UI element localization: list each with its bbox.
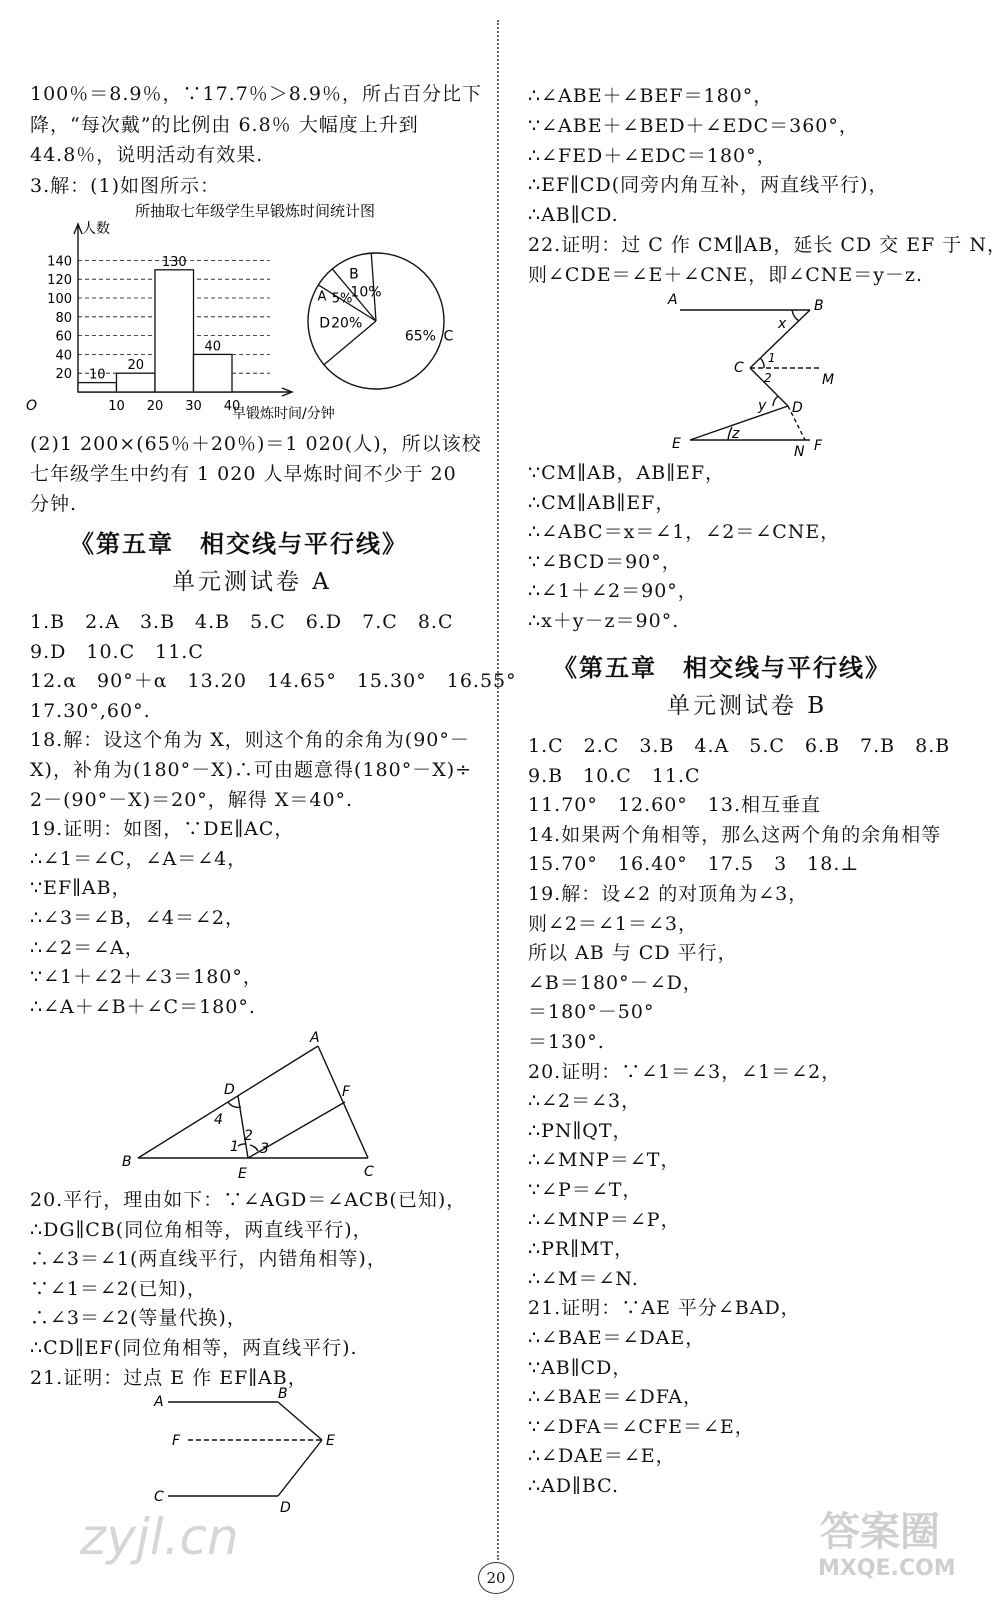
text-line: 1.B 2.A 3.B 4.B 5.C 6.D 7.C 8.C	[30, 611, 454, 633]
figure-label: D	[224, 1082, 235, 1098]
figure-label: C	[154, 1489, 164, 1505]
bar	[194, 354, 233, 392]
y-tick-label: 60	[55, 329, 72, 345]
triangle-figure-19	[110, 1030, 390, 1180]
text-line: ∵∠1＝∠2(已知)，	[30, 1277, 207, 1300]
watermark-logo: MXQE.COM	[818, 1556, 956, 1581]
text-line: ∴EF∥CD(同旁内角互补，两直线平行)，	[528, 174, 889, 197]
text-line: ∴CM∥AB∥EF，	[528, 491, 676, 514]
text-line: ∵∠BCD＝90°，	[528, 550, 682, 573]
figure-label: N	[794, 444, 805, 460]
chart-title: 所抽取七年级学生早锻炼时间统计图	[134, 202, 376, 220]
text-line: 20.证明：∵∠1＝∠3，∠1＝∠2，	[528, 1060, 842, 1083]
text-line: (2)1 200×(65％＋20％)＝1 020(人)，所以该校	[30, 433, 482, 455]
y-tick-label: 20	[55, 367, 72, 383]
text-line: 七年级学生中约有 1 020 人早炼时间不少于 20	[30, 463, 457, 485]
text-line: ∵∠ABE＋∠BED＋∠EDC＝360°，	[528, 114, 859, 137]
figure-label: A	[310, 1030, 320, 1046]
bar	[117, 373, 156, 392]
bar-value-label: 20	[127, 358, 145, 374]
text-line: ∴AD∥BC.	[528, 1475, 620, 1497]
text-line: ∴∠FED＋∠EDC＝180°，	[528, 144, 777, 167]
figure-label: C	[364, 1164, 374, 1180]
text-line: 19.证明：如图，∵DE∥AC，	[30, 818, 295, 841]
text-line: 12.α 90°＋α 13.20 14.65° 15.30° 16.55°	[30, 670, 517, 693]
text-line: ∴∠BAE＝∠DAE，	[528, 1327, 706, 1349]
figure-label: x	[778, 316, 787, 332]
text-line: 20.平行，理由如下：∵∠AGD＝∠ACB(已知)，	[30, 1189, 467, 1211]
pie-slice-label: A	[317, 289, 327, 305]
text-line: 降，“每次戴”的比例由 6.8％ 大幅度上升到	[30, 114, 419, 136]
text-line: 17.30°,60°.	[30, 699, 151, 722]
figure-label: F	[814, 438, 823, 454]
text-line: ∵∠1＋∠2＋∠3＝180°，	[30, 966, 263, 989]
x-tick-label: 30	[185, 399, 202, 414]
text-line: ∵AB∥CD，	[528, 1356, 633, 1379]
text-line: 11.70° 12.60° 13.相互垂直	[528, 794, 822, 817]
text-line: 分钟.	[30, 493, 78, 515]
text-line: ∵CM∥AB，AB∥EF，	[528, 462, 726, 484]
statistics-chart	[26, 196, 470, 428]
figure-label: 1	[768, 351, 776, 365]
text-line: ∵∠DFA＝∠CFE＝∠E，	[528, 1415, 755, 1438]
text-line: ∠B＝180°－∠D，	[528, 971, 703, 994]
text-line: 100％＝8.9％，∵17.7％＞8.9％，所占百分比下	[30, 83, 483, 105]
text-line: ∴∠BAE＝∠DFA，	[528, 1386, 703, 1409]
figure-label: F	[342, 1084, 351, 1100]
text-line: 15.70° 16.40° 17.5 3 18.⊥	[528, 853, 860, 876]
figure-label: E	[238, 1166, 247, 1182]
figure-label: M	[822, 372, 835, 388]
figure-label: A	[668, 292, 678, 308]
text-line: ∴AB∥CD.	[528, 204, 619, 227]
text-line: ＝180°－50°	[528, 1001, 655, 1024]
pie-percent-label: 65%	[404, 328, 436, 345]
watermark-logo: zyjl.cn	[80, 1508, 239, 1566]
text-line: 所以 AB 与 CD 平行，	[528, 942, 738, 965]
figure-label: E	[672, 436, 681, 452]
text-line: 22.证明：过 C 作 CM∥AB，延长 CD 交 EF 于 N，	[528, 234, 1007, 256]
pie-percent-label: 10%	[350, 284, 382, 301]
figure-label: F	[172, 1433, 181, 1449]
text-line: ∴DG∥CB(同位角相等，两直线平行)，	[30, 1218, 373, 1241]
text-line: ∴∠MNP＝∠T，	[528, 1149, 681, 1172]
text-line: ∴∠3＝∠1(两直线平行，内错角相等)，	[30, 1248, 387, 1271]
text-line: ∴∠1＝∠C，∠A＝∠4，	[30, 847, 248, 870]
text-line: ∴∠ABC＝x＝∠1，∠2＝∠CNE，	[528, 521, 841, 544]
pie-slice-label: B	[349, 266, 359, 283]
figure-label: D	[280, 1500, 291, 1516]
text-line: 21.证明：过点 E 作 EF∥AB，	[30, 1366, 308, 1389]
text-line: 则∠CDE＝∠E＋∠CNE，即∠CNE＝y－z.	[528, 263, 924, 286]
text-line: ∴∠1＋∠2＝90°，	[528, 580, 698, 603]
x-tick-label: 10	[108, 399, 125, 414]
test-title: 单元测试卷 A	[172, 569, 332, 595]
pie-percent-label: 20%	[331, 315, 363, 332]
bar	[155, 270, 194, 392]
x-tick-label: 20	[146, 399, 164, 414]
text-line: 2－(90°－X)＝20°，解得 X＝40°.	[30, 788, 354, 811]
figure-label: 2	[764, 371, 772, 385]
text-line: 14.如果两个角相等，那么这两个角的余角相等	[528, 823, 942, 846]
text-line: ∴PR∥MT，	[528, 1238, 635, 1261]
text-line: ∴∠M＝∠N.	[528, 1267, 639, 1290]
test-title-b: 单元测试卷 B	[667, 693, 828, 719]
text-line: ∴∠3＝∠2(等量代换)，	[30, 1307, 247, 1330]
pie-percent-label: 5%	[331, 291, 353, 307]
text-line: ∴∠A＋∠B＋∠C＝180°.	[30, 995, 256, 1018]
text-line: 3.解：(1)如图所示：	[30, 175, 221, 197]
text-line: ∴∠2＝∠A，	[30, 936, 145, 959]
text-line: X)，补角为(180°－X)∴可由题意得(180°－X)÷	[30, 759, 473, 781]
bar	[78, 383, 117, 392]
text-line: 则∠2＝∠1＝∠3，	[528, 912, 699, 935]
figure-label: D	[792, 400, 803, 416]
figure-label: 2	[244, 1128, 253, 1144]
figure-label: y	[758, 398, 767, 414]
text-line: ∴PN∥QT，	[528, 1119, 633, 1142]
text-line: 19.解：设∠2 的对顶角为∠3，	[528, 883, 809, 905]
bar-value-label: 40	[204, 339, 222, 355]
figure-label: 3	[260, 1141, 269, 1157]
figure-label: 4	[214, 1112, 223, 1128]
y-tick-label: 140	[47, 254, 72, 270]
text-line: 18.解：设这个角为 X，则这个角的余角为(90°－	[30, 729, 470, 752]
pie-slice-label: D	[319, 315, 331, 332]
y-tick-label: 80	[55, 310, 72, 326]
text-line: ∴∠3＝∠B，∠4＝∠2，	[30, 907, 245, 929]
chapter-title-b: 《第五章 相交线与平行线》	[553, 653, 891, 682]
text-line: ∴∠MNP＝∠P，	[528, 1208, 681, 1231]
text-line: 9.B 10.C 11.C	[528, 764, 701, 787]
figure-label: E	[326, 1433, 335, 1449]
page-number: 20	[478, 1562, 514, 1594]
parallel-figure-21	[150, 1388, 370, 1518]
x-axis-label: 早锻炼时间/分钟	[232, 406, 335, 422]
text-line: ＝130°.	[528, 1031, 605, 1053]
watermark-logo: 答案圈	[820, 1509, 940, 1555]
text-line: ∴∠DAE＝∠E，	[528, 1445, 676, 1468]
figure-label: 1	[230, 1139, 239, 1155]
y-tick-label: 100	[47, 292, 72, 307]
chapter-title: 《第五章 相交线与平行线》	[70, 529, 408, 558]
text-line: ∵EF∥AB，	[30, 877, 132, 900]
x-tick-label: 40	[223, 399, 241, 414]
figure-label: B	[814, 298, 824, 314]
y-axis-label: 人数	[82, 221, 110, 237]
figure-label: A	[154, 1394, 164, 1410]
pie-slice-label: C	[443, 328, 454, 345]
text-line: ∴x＋y－z＝90°.	[528, 610, 680, 632]
text-line: 21.证明：∵AE 平分∠BAD，	[528, 1297, 801, 1320]
text-line: ∵∠P＝∠T，	[528, 1179, 643, 1201]
column-divider	[497, 20, 499, 1560]
text-line: ∴∠2＝∠3，	[528, 1090, 642, 1113]
text-line: ∴∠ABE＋∠BEF＝180°，	[528, 85, 774, 107]
y-tick-label: 120	[47, 273, 72, 289]
y-tick-label: 40	[55, 348, 72, 364]
text-line: 1.C 2.C 3.B 4.A 5.C 6.B 7.B 8.B	[528, 735, 951, 757]
figure-label: z	[732, 426, 740, 442]
bar-value-label: 10	[88, 367, 106, 383]
text-line: ∴CD∥EF(同位角相等，两直线平行).	[30, 1337, 358, 1359]
text-line: 44.8％，说明活动有效果.	[30, 144, 264, 166]
text-line: 9.D 10.C 11.C	[30, 640, 204, 663]
figure-label: B	[278, 1386, 288, 1402]
figure-label: B	[122, 1154, 132, 1170]
origin-label: O	[26, 398, 38, 414]
bar-value-label: 130	[161, 254, 187, 270]
zigzag-figure-22	[660, 288, 870, 460]
figure-label: C	[734, 360, 744, 376]
